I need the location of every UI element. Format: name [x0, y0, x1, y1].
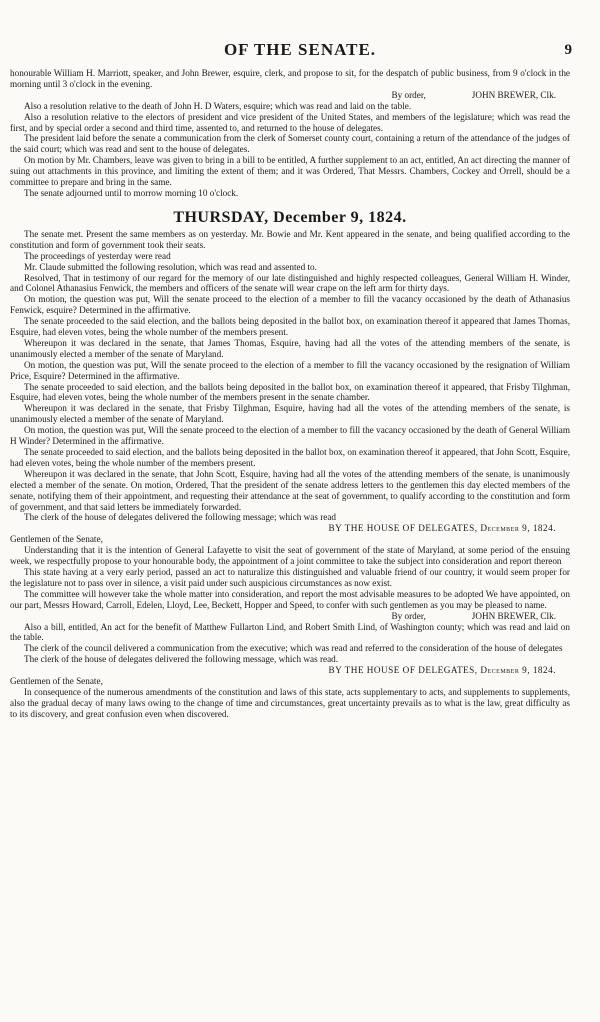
paragraph: The senate proceeded to the said election, and the ballots being deposited in the ballot box, on examination thereof it appeared that James Thomas, Esquire, had eleven votes, being the whole number of the members present.: [10, 316, 570, 338]
paragraph: Also a resolution relative to the electors of president and vice president of the United States, and members of the legislature; which was read the first, and by special order a second and third time, assented to, and returned to the house of delegates.: [10, 111, 570, 133]
day-heading: THURSDAY, December 9, 1824.: [173, 208, 407, 226]
message-heading: BY THE HOUSE OF DELEGATES, December 9, 1824.: [328, 523, 556, 534]
paragraph: Whereupon it was declared in the senate, that Frisby Tilghman, Esquire, having had all the votes of the attending members of the senate, is unanimously elected a member of the senate of Maryland.: [10, 403, 570, 425]
signature: By order, JOHN BREWER, Clk.: [391, 610, 556, 621]
paragraph: The clerk of the house of delegates delivered the following message; which was read: [24, 512, 337, 523]
paragraph: honourable William H. Marriott, speaker, and John Brewer, esquire, clerk, and propose to sit, for the despatch of public business, from 9 o'clock in the morning until 3 o'clock in the evening.: [10, 68, 570, 89]
paragraph: The senate adjourned until to morrow morning 10 o'clock.: [24, 187, 239, 198]
paragraph: Mr. Claude submitted the following resolution, which was read and assented to.: [24, 261, 317, 272]
signature: By order, JOHN BREWER, Clk.: [391, 89, 556, 100]
paragraph: On motion, the question was put, Will the senate proceed to the election of a member to fill the vacancy occasioned by the resignation of William Price, Esquire? Determined in the affirmative.: [10, 359, 570, 381]
paragraph: Whereupon it was declared in the senate, that John Scott, Esquire, having had all the votes of the attending members of the senate, is unanimously elected a member of the senate. On motion, Ordered, That the president of the senate address letters to the gentlemen this day elected members of the senate, notifying them of their appointment, and requesting their attendance at the seat of government, to qualify according to the constitution and form of government, and that said letters be immediately forwarded.: [10, 468, 570, 512]
salutation: Gentlemen of the Senate,: [10, 534, 103, 545]
paragraph: Whereupon it was declared in the senate, that James Thomas, Esquire, having had all the votes of the attending members of the senate, is unanimously elected a member of the senate of Maryland.: [10, 337, 570, 359]
paragraph: Resolved, That in testimony of our regard for the memory of our late distinguished and highly respected colleagues, General William H. Winder, and Colonel Athanasius Fenwick, the members and officers of the senate will wear crape on the left arm for thirty days.: [10, 272, 570, 294]
paragraph: On motion by Mr. Chambers, leave was given to bring in a bill to be entitled, A further supplement to an act, entitled, An act directing the manner of suing out attachments in this province, and limiting the extent of them; and it was Ordered, That Messrs. Chambers, Cockey and Orrell, should be a committee to prepare and bring in the same.: [10, 155, 570, 188]
page-header: OF THE SENATE.: [223, 40, 377, 59]
paragraph: The clerk of the house of delegates delivered the following message, which was read.: [24, 654, 339, 665]
paragraph: The president laid before the senate a communication from the clerk of Somerset county court, containing a return of the attendance of the judges of the said court; which was read and sent to the house of delegates.: [10, 133, 570, 155]
paragraph: The clerk of the council delivered a communication from the executive; which was read and referred to the consideration of the house of delegates: [24, 643, 563, 654]
page-number: 9: [564, 42, 572, 58]
paragraph: On motion, the question was put, Will the senate proceed to the election of a member to fill the vacancy occasioned by the death of General William H Winder? Determined in the affirmative.: [10, 425, 570, 447]
paragraph: Also a bill, entitled, An act for the benefit of Matthew Fullarton Lind, and Robert Smith Lind, of Washington county; which was read and laid on the table.: [10, 621, 570, 643]
paragraph: The senate proceeded to said election, and the ballots being deposited in the ballot box, on examination thereof it appeared, that John Scott, Esquire, had eleven votes, being the whole number of the members present.: [10, 447, 570, 468]
paragraph: On motion, the question was put, Will the senate proceed to the election of a member to fill the vacancy occasioned by the death of Athanasius Fenwick, esquire? Determined in the affirmative.: [10, 294, 570, 316]
paragraph: Understanding that it is the intention of General Lafayette to visit the seat of government of the state of Maryland, at some period of the ensuing week, we respectfully propose to your honourable body, the appointment of a joint committee to take the subject into consideration and report thereon: [10, 545, 570, 567]
paragraph: The senate proceeded to said election, and the ballots being deposited in the ballot box, on examination thereof it appeared, that Frisby Tilghman, Esquire, had eleven votes, being the whole number of the members present in the senate chamber.: [10, 381, 570, 403]
document-body: [10, 68, 570, 720]
message-heading: BY THE HOUSE OF DELEGATES, December 9, 1824.: [328, 665, 556, 676]
paragraph: Also a resolution relative to the death of John H. D Waters, esquire; which was read and laid on the table.: [24, 100, 412, 111]
paragraph: In consequence of the numerous amendments of the constitution and laws of this state, acts supplementary to acts, and supplements to supplements, also the gradual decay of many laws owing to the change of time and circumstances, great uncertainty prevails as to what is the law, great difficulty as to its discovery, and great confusion even when discovered.: [10, 686, 570, 719]
paragraph: The committee will however take the whole matter into consideration, and report the most advisable measures to be adopted We have appointed, on our part, Messrs Howard, Carroll, Edelen, Lloyd, Lee, Beckett, Hopper and Speed, to confer with such gentlemen as you may be pleased to name.: [10, 588, 570, 610]
paragraph: The proceedings of yesterday were read: [24, 250, 171, 261]
paragraph: This state having at a very early period, passed an act to naturalize this distinguished and valuable friend of our country, it would seem proper for the legislature not to pass over in silence, a visit paid under such auspicious circumstances as now exist.: [10, 566, 570, 588]
paragraph: The senate met. Present the same members as on yesterday. Mr. Bowie and Mr. Kent appeared in the senate, and being qualified according to the constitution and form of government took their seats.: [10, 228, 570, 250]
salutation: Gentlemen of the Senate,: [10, 676, 103, 687]
